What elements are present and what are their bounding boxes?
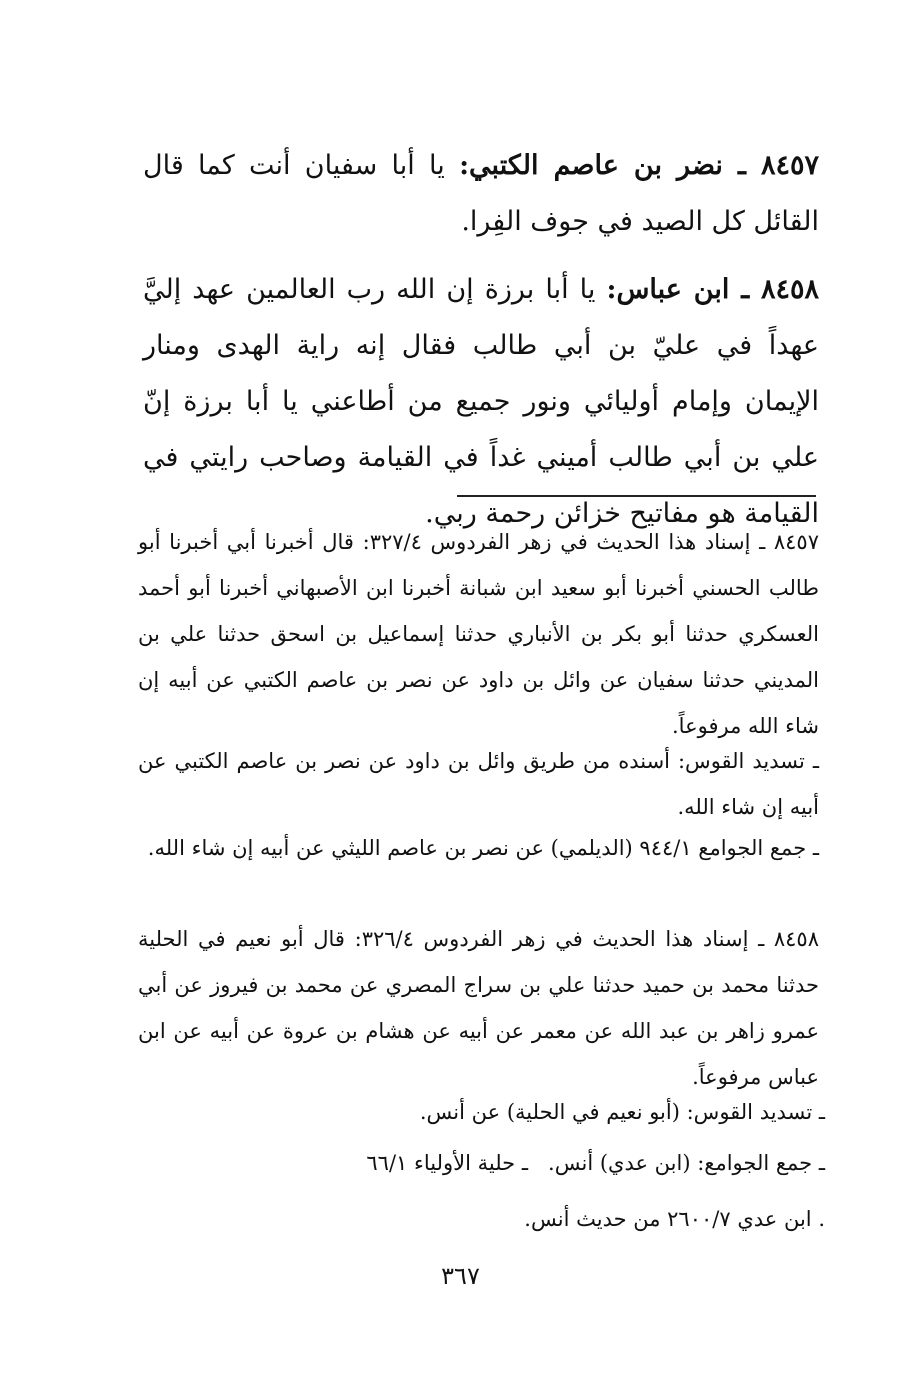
footnote-8457-tasdid: ـ تسديد القوس: أسنده من طريق وائل بن داود عن نصر بن عاصم الكتبي عن أبيه إن شاء الله.	[138, 749, 819, 819]
footnote-8457-jam: ـ جمع الجوامع ٩٤٤/١ (الديلمي) عن نصر بن عاصم الليثي عن أبيه إن شاء الله.	[147, 836, 819, 860]
footnote-divider	[457, 495, 816, 497]
hadith-entry-8457	[143, 138, 819, 250]
entry-heading: ٨٤٥٨ ـ ابن عباس:	[606, 274, 819, 305]
footnote-8458: ٨٤٥٨ ـ إسناد هذا الحديث في زهر الفردوس ٣٢٦/٤: قال أبو نعيم في الحلية حدثنا محمد بن حميد حدثنا علي بن سراج المصري عن محمد بن فيروز عن أبي عمرو زاهر بن عبد الله عن معمر عن أبيه عن هشام بن عروة عن أبيه عن ابن عباس مرفوعاً.	[138, 927, 819, 1089]
reference-line: . ابن عدي ٢٦٠٠/٧ من حديث أنس.	[524, 1207, 825, 1231]
reference-line: ـ تسديد القوس: (أبو نعيم في الحلية) عن أنس.	[419, 1100, 825, 1124]
reference-line: ـ جمع الجوامع: (ابن عدي) أنس. ـ حلية الأولياء ٦٦/١	[366, 1151, 825, 1175]
footnote-8457: ٨٤٥٧ ـ إسناد هذا الحديث في زهر الفردوس ٣٢٧/٤: قال أخبرنا أبي أخبرنا أبو طالب الحسني أخبرنا أبو سعيد ابن شبانة أخبرنا ابن الأصبهاني أخبرنا أبو أحمد العسكري حدثنا أبو بكر بن الأنباري حدثنا إسماعيل بن اسحق حدثنا علي بن المديني حدثنا سفيان عن وائل بن داود عن نصر بن عاصم الكتبي عن أبيه إن شاء الله مرفوعاً.	[138, 530, 819, 738]
entry-body: يا أبا برزة إن الله رب العالمين عهد إليَّ عهداً في عليّ بن أبي طالب فقال إنه راية الهدى ومنار الإيمان وإمام أوليائي ونور جميع من أطاعني يا أبا برزة إنّ علي بن أبي طالب أميني غداً في القيامة وصاحب رايتي في القيامة هو مفاتيح خزائن رحمة ربي.	[143, 274, 819, 529]
page-number: ٣٦٧	[441, 1262, 480, 1290]
hadith-entry-8458	[143, 262, 819, 542]
entry-body: يا أبا سفيان أنت كما قال القائل كل الصيد في جوف الفِرا.	[143, 150, 819, 237]
entry-heading: ٨٤٥٧ ـ نضر بن عاصم الكتبي:	[459, 150, 819, 181]
